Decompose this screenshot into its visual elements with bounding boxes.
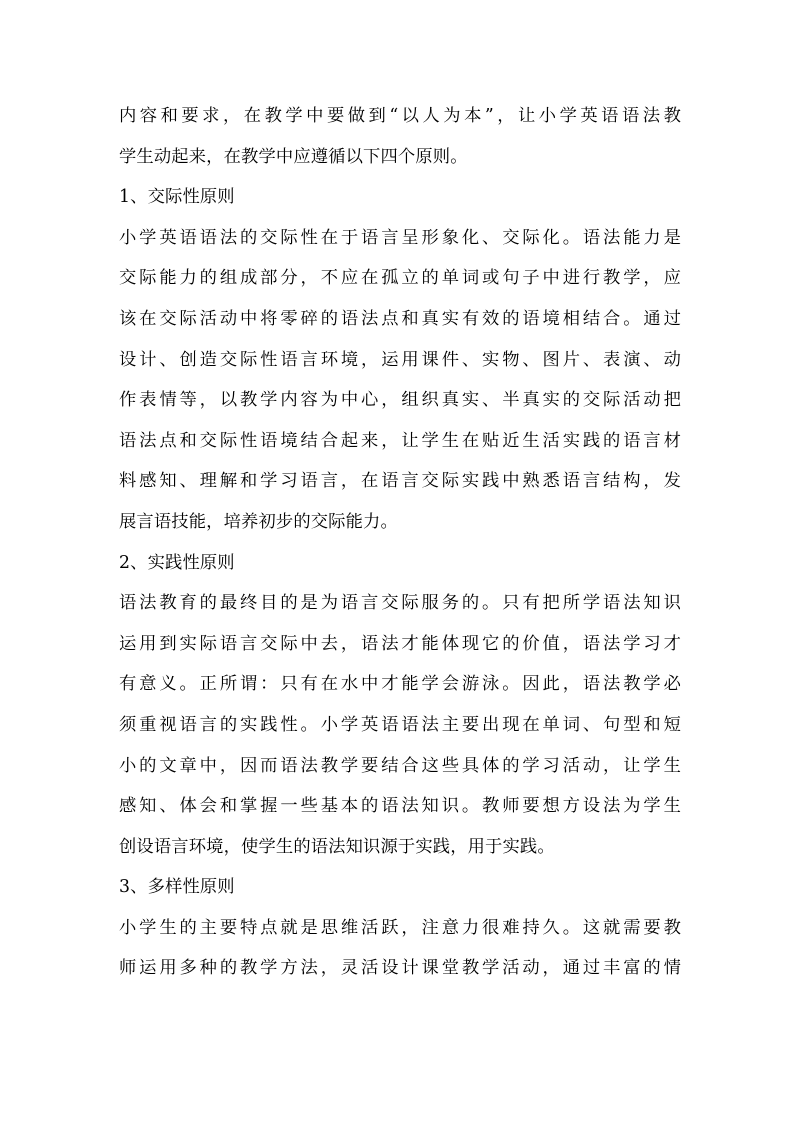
paragraph-line: 小学生的主要特点就是思维活跃，注意力很难持久。这就需要教 (119, 917, 681, 938)
paragraph-line: 有意义。正所谓：只有在水中才能学会游泳。因此，语法教学必 (119, 674, 681, 695)
paragraph-line: 小学英语语法的交际性在于语言呈形象化、交际化。语法能力是 (119, 227, 681, 248)
paragraph-line: 语法教育的最终目的是为语言交际服务的。只有把所学语法知识 (119, 593, 681, 614)
paragraph-line: 创设语言环境，使学生的语法知识源于实践，用于实践。 (119, 836, 555, 857)
paragraph-line: 设计、创造交际性语言环境，运用课件、实物、图片、表演、动 (119, 349, 681, 370)
paragraph-line: 作表情等，以教学内容为中心，组织真实、半真实的交际活动把 (119, 390, 681, 411)
paragraph-line: 该在交际活动中将零碎的语法点和真实有效的语境相结合。通过 (119, 308, 681, 329)
section-heading: 3、多样性原则 (119, 877, 235, 898)
section-heading: 2、实践性原则 (119, 552, 235, 573)
document-body (119, 96, 681, 989)
paragraph-line: 料感知、理解和学习语言，在语言交际实践中熟悉语言结构，发 (119, 471, 681, 492)
paragraph-line: 学生动起来，在教学中应遵循以下四个原则。 (119, 146, 468, 167)
paragraph-line: 小的文章中，因而语法教学要结合这些具体的学习活动，让学生 (119, 755, 681, 776)
paragraph-line: 语法点和交际性语境结合起来，让学生在贴近生活实践的语言材 (119, 430, 681, 451)
paragraph-line: 感知、体会和掌握一些基本的语法知识。教师要想方设法为学生 (119, 796, 681, 817)
section-heading: 1、交际性原则 (119, 187, 235, 208)
paragraph-line: 内容和要求，在教学中要做到“以人为本”，让小学英语语法教 (119, 106, 681, 126)
paragraph-line: 须重视语言的实践性。小学英语语法主要出现在单词、句型和短 (119, 714, 681, 735)
paragraph-line: 师运用多种的教学方法，灵活设计课堂教学活动，通过丰富的情 (119, 958, 681, 979)
paragraph-line: 展言语技能，培养初步的交际能力。 (119, 511, 398, 532)
paragraph-line: 运用到实际语言交际中去，语法才能体现它的价值，语法学习才 (119, 633, 681, 654)
paragraph-line: 交际能力的组成部分，不应在孤立的单词或句子中进行教学，应 (119, 268, 681, 289)
